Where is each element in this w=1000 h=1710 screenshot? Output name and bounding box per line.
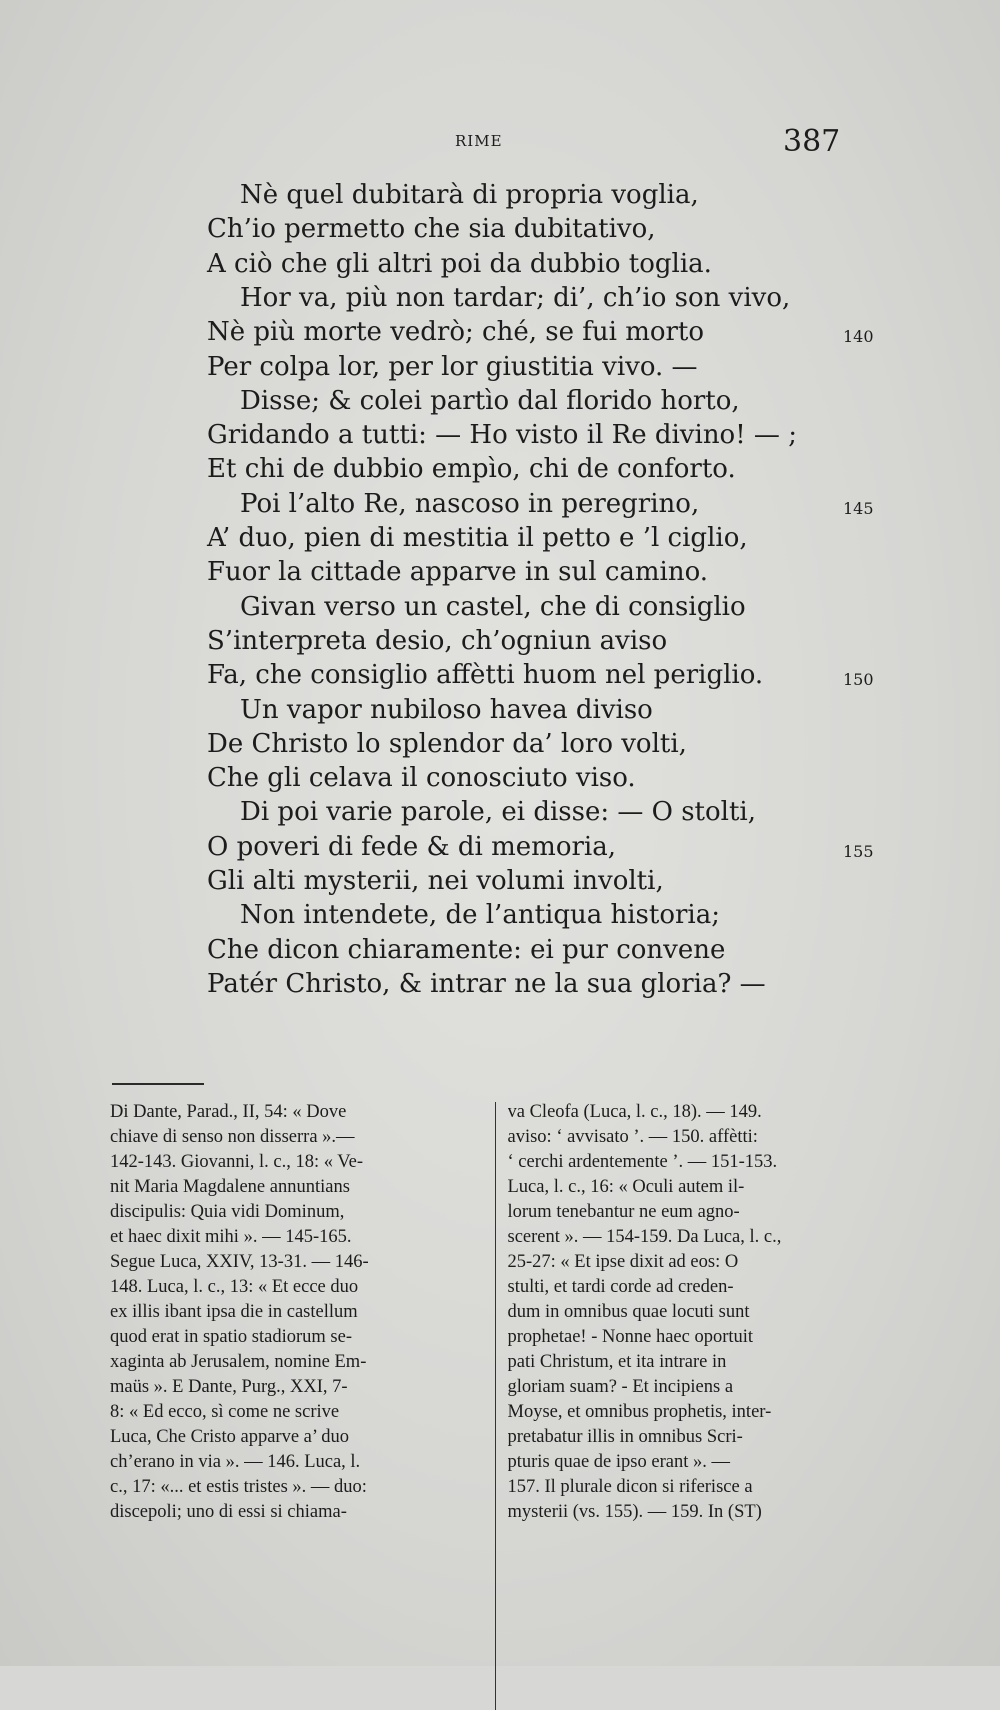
footnote-line: nit Maria Magdalene annuntians <box>110 1177 350 1197</box>
footnotes-right-column <box>508 1100 881 1710</box>
footnote-line: ch’erano in via ». — 146. Luca, l. <box>110 1452 361 1472</box>
footnote-line: va Cleofa (Luca, l. c., 18). — 149. <box>507 1102 762 1122</box>
verse-line: Et chi de dubbio empìo, chi de conforto. <box>207 454 736 485</box>
verse-line: Non intendete, de l’antiqua historia; <box>240 900 720 931</box>
verse-line: Nè quel dubitarà di propria voglia, <box>240 180 699 210</box>
footnote-line: ex illis ibant ipsa die in castellum <box>110 1302 358 1322</box>
column-divider <box>495 1102 496 1710</box>
verse-line: Givan verso un castel, che di consiglio <box>240 591 746 622</box>
verse-line: Hor va, più non tardar; di’, ch’io son vivo, <box>240 282 791 313</box>
footnote-line: pati Christum, et ita intrare in <box>507 1352 727 1372</box>
verse-line: Ch’io permetto che sia dubitativo, <box>207 214 656 245</box>
footnote-line: Moyse, et omnibus prophetis, inter- <box>507 1402 772 1422</box>
footnote-line: chiave di senso non disserra ».— <box>110 1127 355 1147</box>
verse-line: De Christo lo splendor da’ loro volti, <box>207 728 687 759</box>
line-number: 140 <box>843 327 874 347</box>
verse-line: Disse; & colei partìo dal florido horto, <box>240 385 740 416</box>
footnote-line: Segue Luca, XXIV, 13-31. — 146- <box>110 1252 369 1272</box>
verse-line: Gridando a tutti: — Ho visto il Re divino! — ; <box>207 420 797 451</box>
footnote-line: discipulis: Quia vidi Dominum, <box>110 1202 345 1222</box>
page-number: 387 <box>783 124 841 159</box>
verse-line: A ciò che gli altri poi da dubbio toglia. <box>207 248 712 279</box>
verse-line: Nè più morte vedrò; ché, se fui morto <box>207 317 705 348</box>
footnote-line: dum in omnibus quae locuti sunt <box>507 1302 750 1322</box>
verse-line: O poveri di fede & di memoria, <box>207 831 616 862</box>
footnote-line: c., 17: «... et estis tristes ». — duo: <box>110 1477 367 1497</box>
line-number: 155 <box>843 841 874 861</box>
footnote-line: stulti, et tardi corde ad creden- <box>507 1277 734 1297</box>
footnote-line: 157. Il plurale dicon si riferisce a <box>507 1477 753 1497</box>
footnote-line: prophetae! - Nonne haec oportuit <box>507 1327 754 1347</box>
footnote-line: 25-27: « Et ipse dixit ad eos: O <box>507 1252 739 1272</box>
footnote-line: aviso: ‘ avvisato ’. — 150. affètti: <box>507 1127 758 1147</box>
verse-line: Fuor la cittade apparve in sul camino. <box>207 557 709 588</box>
footnote-line: pretabatur illis in omnibus Scri- <box>507 1427 743 1447</box>
footnote-line: mysterii (vs. 155). — 159. In (ST) <box>507 1502 762 1522</box>
line-number: 150 <box>843 670 874 690</box>
footnote-line: maüs ». E Dante, Purg., XXI, 7- <box>110 1377 348 1397</box>
footnote-line: gloriam suam? - Et incipiens a <box>507 1377 734 1397</box>
footnote-line: Luca, l. c., 16: « Oculi autem il- <box>507 1177 745 1197</box>
footnote-line: quod erat in spatio stadiorum se- <box>110 1327 352 1347</box>
verse-line: Fa, che consiglio affètti huom nel periglio. <box>207 660 764 691</box>
verse-line: S’interpreta desio, ch’ogniun aviso <box>207 625 668 656</box>
footnote-line: scerent ». — 154-159. Da Luca, l. c., <box>507 1227 782 1247</box>
footnote-line: xaginta ab Jerusalem, nomine Em- <box>110 1352 367 1372</box>
verse-line: Poi l’alto Re, nascoso in peregrino, <box>240 488 700 519</box>
running-title: RIME <box>455 132 503 150</box>
footnote-line: 148. Luca, l. c., 13: « Et ecce duo <box>110 1277 359 1297</box>
footnotes <box>110 1100 880 1710</box>
footnote-line: et haec dixit mihi ». — 145-165. <box>110 1227 352 1247</box>
verse-line: A’ duo, pien di mestitia il petto e ’l ciglio, <box>207 523 748 553</box>
footnote-line: 142-143. Giovanni, l. c., 18: « Ve- <box>110 1152 363 1172</box>
verse-line: Di poi varie parole, ei disse: — O stolti, <box>240 797 757 828</box>
footnote-line: Luca, Che Cristo apparve a’ duo <box>110 1427 350 1447</box>
verse-line: Per colpa lor, per lor giustitia vivo. — <box>207 351 698 382</box>
footnote-line: 8: « Ed ecco, sì come ne scrive <box>110 1402 340 1422</box>
footnote-line: ‘ cerchi ardentemente ’. — 151-153. <box>507 1152 778 1172</box>
verse-line: Che gli celava il conosciuto viso. <box>207 763 636 794</box>
footnote-rule <box>112 1083 204 1085</box>
verse-line: Patér Christo, & intrar ne la sua gloria? — <box>207 968 766 999</box>
footnotes-left-column <box>110 1100 483 1710</box>
line-number: 145 <box>843 498 874 518</box>
footnote-line: pturis quae de ipso erant ». — <box>507 1452 730 1472</box>
footnote-line: lorum tenebantur ne eum agno- <box>507 1202 740 1222</box>
footnote-line: discepoli; uno di essi si chiama- <box>110 1502 347 1522</box>
verse-line: Un vapor nubiloso havea diviso <box>240 694 653 725</box>
footnote-line: Di Dante, Parad., II, 54: « Dove <box>110 1102 347 1122</box>
verse-line: Gli alti mysterii, nei volumi involti, <box>207 866 664 896</box>
verse-line: Che dicon chiaramente: ei pur convene <box>207 934 726 965</box>
